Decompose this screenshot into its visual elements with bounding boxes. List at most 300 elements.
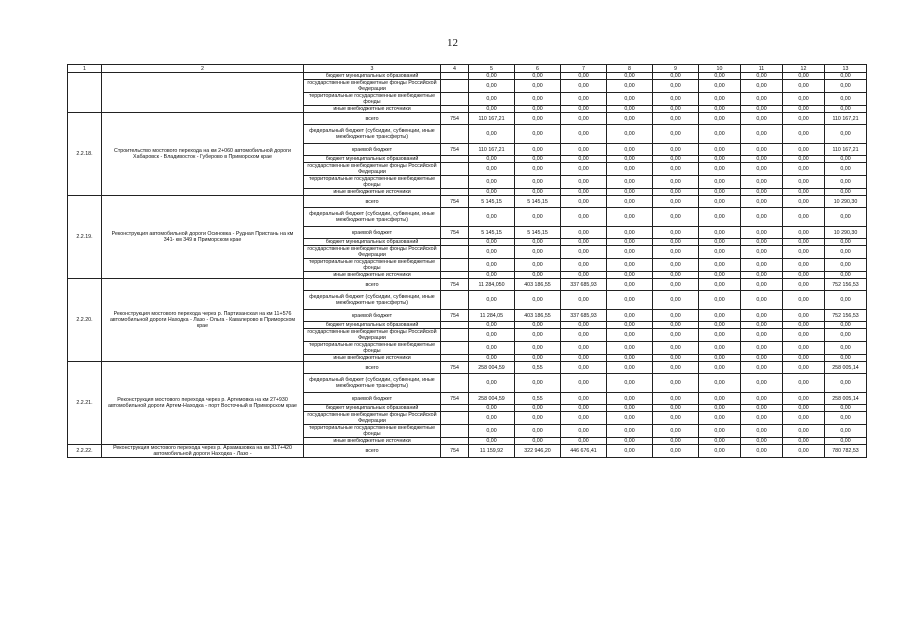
grbs-code — [441, 425, 469, 438]
item-number: 2.2.18. — [68, 113, 102, 196]
amount-cell: 0,00 — [469, 291, 515, 310]
grbs-code — [441, 106, 469, 113]
amount-cell: 0,00 — [607, 73, 653, 80]
amount-cell: 0,00 — [741, 259, 783, 272]
amount-cell: 0,00 — [825, 374, 867, 393]
amount-cell: 0,00 — [741, 329, 783, 342]
amount-cell: 0,00 — [699, 425, 741, 438]
amount-cell: 110 167,21 — [469, 144, 515, 156]
amount-cell: 0,00 — [741, 342, 783, 355]
amount-cell: 0,00 — [783, 196, 825, 208]
amount-cell: 0,00 — [515, 189, 561, 196]
amount-cell: 0,00 — [561, 176, 607, 189]
grbs-code — [441, 73, 469, 80]
funding-source: государственные внебюджетные фонды Российской Федерации — [304, 163, 441, 176]
amount-cell: 0,00 — [699, 239, 741, 246]
amount-cell: 0,00 — [783, 113, 825, 125]
amount-cell: 0,00 — [561, 322, 607, 329]
table-row — [68, 445, 867, 458]
amount-cell: 0,00 — [515, 80, 561, 93]
grbs-code — [441, 412, 469, 425]
amount-cell: 0,00 — [515, 106, 561, 113]
funding-source: краевой бюджет — [304, 310, 441, 322]
amount-cell: 0,00 — [653, 227, 699, 239]
grbs-code: 754 — [441, 113, 469, 125]
funding-source: бюджет муниципальных образований — [304, 239, 441, 246]
amount-cell: 0,00 — [783, 310, 825, 322]
header-row — [68, 65, 867, 73]
amount-cell: 0,00 — [699, 438, 741, 445]
item-number: 2.2.22. — [68, 445, 102, 458]
amount-cell: 0,00 — [469, 93, 515, 106]
grbs-code — [441, 342, 469, 355]
amount-cell: 0,00 — [561, 374, 607, 393]
funding-source: территориальные государственные внебюджетные фонды — [304, 259, 441, 272]
amount-cell: 0,00 — [783, 239, 825, 246]
amount-cell: 0,00 — [515, 125, 561, 144]
funding-source: всего — [304, 362, 441, 374]
amount-cell: 0,00 — [561, 156, 607, 163]
table-body — [68, 73, 867, 458]
amount-cell: 0,00 — [607, 393, 653, 405]
amount-cell: 0,00 — [741, 362, 783, 374]
amount-cell: 0,00 — [607, 208, 653, 227]
amount-cell: 0,00 — [469, 438, 515, 445]
header-cell: 11 — [741, 65, 783, 73]
amount-cell: 0,00 — [561, 80, 607, 93]
amount-cell: 0,00 — [783, 438, 825, 445]
amount-cell: 337 685,93 — [561, 279, 607, 291]
grbs-code: 754 — [441, 393, 469, 405]
amount-cell: 0,00 — [607, 405, 653, 412]
funding-source: иные внебюджетные источники — [304, 272, 441, 279]
amount-cell: 110 167,21 — [825, 113, 867, 125]
amount-cell: 0,00 — [825, 163, 867, 176]
amount-cell: 0,00 — [741, 445, 783, 458]
amount-cell: 0,00 — [469, 425, 515, 438]
amount-cell: 0,00 — [783, 279, 825, 291]
amount-cell: 0,00 — [515, 246, 561, 259]
amount-cell: 0,00 — [699, 291, 741, 310]
amount-cell: 0,00 — [469, 73, 515, 80]
amount-cell: 0,00 — [653, 239, 699, 246]
amount-cell: 0,00 — [741, 93, 783, 106]
amount-cell: 0,00 — [741, 272, 783, 279]
amount-cell: 0,00 — [561, 93, 607, 106]
amount-cell: 0,00 — [741, 393, 783, 405]
amount-cell: 0,00 — [741, 113, 783, 125]
amount-cell: 0,00 — [515, 412, 561, 425]
amount-cell: 0,00 — [825, 405, 867, 412]
amount-cell: 0,00 — [699, 106, 741, 113]
table-row — [68, 279, 867, 291]
funding-source: федеральный бюджет (субсидии, субвенции, иные межбюджетные трансферты) — [304, 374, 441, 393]
amount-cell: 0,00 — [699, 272, 741, 279]
amount-cell: 0,00 — [607, 246, 653, 259]
amount-cell: 0,00 — [515, 163, 561, 176]
amount-cell: 0,00 — [825, 355, 867, 362]
amount-cell: 0,00 — [825, 322, 867, 329]
amount-cell: 0,00 — [515, 113, 561, 125]
header-cell: 10 — [699, 65, 741, 73]
amount-cell: 0,00 — [699, 163, 741, 176]
amount-cell: 0,00 — [469, 208, 515, 227]
amount-cell: 0,00 — [741, 322, 783, 329]
amount-cell: 5 145,15 — [469, 196, 515, 208]
funding-source: иные внебюджетные источники — [304, 438, 441, 445]
amount-cell: 0,00 — [699, 279, 741, 291]
grbs-code: 754 — [441, 144, 469, 156]
amount-cell: 0,00 — [741, 291, 783, 310]
amount-cell: 0,00 — [699, 405, 741, 412]
grbs-code — [441, 355, 469, 362]
item-number: 2.2.21. — [68, 362, 102, 445]
amount-cell: 258 005,14 — [825, 362, 867, 374]
amount-cell: 0,00 — [699, 189, 741, 196]
amount-cell: 0,00 — [783, 393, 825, 405]
funding-source: всего — [304, 279, 441, 291]
amount-cell: 0,00 — [515, 93, 561, 106]
amount-cell: 0,00 — [607, 374, 653, 393]
amount-cell: 0,00 — [515, 355, 561, 362]
amount-cell: 0,00 — [699, 80, 741, 93]
funding-source: бюджет муниципальных образований — [304, 322, 441, 329]
funding-source: иные внебюджетные источники — [304, 189, 441, 196]
table-row — [68, 362, 867, 374]
amount-cell: 0,00 — [825, 239, 867, 246]
amount-cell: 0,00 — [825, 259, 867, 272]
grbs-code — [441, 239, 469, 246]
amount-cell: 0,00 — [741, 239, 783, 246]
amount-cell: 0,00 — [783, 374, 825, 393]
amount-cell: 0,00 — [699, 246, 741, 259]
amount-cell: 0,00 — [561, 106, 607, 113]
amount-cell: 0,00 — [561, 362, 607, 374]
amount-cell: 0,00 — [515, 405, 561, 412]
amount-cell: 0,00 — [515, 259, 561, 272]
amount-cell: 0,00 — [825, 425, 867, 438]
amount-cell: 0,00 — [653, 125, 699, 144]
amount-cell: 0,00 — [825, 208, 867, 227]
amount-cell: 0,00 — [653, 279, 699, 291]
amount-cell: 0,00 — [741, 405, 783, 412]
header-cell: 12 — [783, 65, 825, 73]
amount-cell: 0,00 — [607, 279, 653, 291]
amount-cell: 0,00 — [607, 125, 653, 144]
amount-cell: 0,00 — [607, 163, 653, 176]
amount-cell: 258 005,14 — [825, 393, 867, 405]
amount-cell: 0,00 — [469, 239, 515, 246]
amount-cell: 0,00 — [607, 362, 653, 374]
amount-cell: 0,00 — [607, 425, 653, 438]
amount-cell: 0,00 — [653, 176, 699, 189]
funding-source: территориальные государственные внебюджетные фонды — [304, 176, 441, 189]
amount-cell: 0,00 — [653, 106, 699, 113]
funding-source: краевой бюджет — [304, 144, 441, 156]
amount-cell: 0,00 — [741, 374, 783, 393]
funding-source: государственные внебюджетные фонды Российской Федерации — [304, 80, 441, 93]
grbs-code — [441, 405, 469, 412]
grbs-code: 754 — [441, 227, 469, 239]
funding-source: территориальные государственные внебюджетные фонды — [304, 93, 441, 106]
amount-cell: 0,00 — [653, 322, 699, 329]
grbs-code: 754 — [441, 362, 469, 374]
amount-cell: 0,00 — [699, 227, 741, 239]
amount-cell: 0,00 — [607, 196, 653, 208]
amount-cell: 0,00 — [825, 156, 867, 163]
funding-source: территориальные государственные внебюджетные фонды — [304, 425, 441, 438]
header-cell: 3 — [304, 65, 441, 73]
funding-source: федеральный бюджет (субсидии, субвенции, иные межбюджетные трансферты) — [304, 125, 441, 144]
amount-cell: 0,00 — [699, 374, 741, 393]
amount-cell: 10 290,30 — [825, 227, 867, 239]
amount-cell: 0,00 — [783, 93, 825, 106]
amount-cell: 0,00 — [653, 80, 699, 93]
amount-cell: 10 290,30 — [825, 196, 867, 208]
amount-cell: 0,00 — [469, 189, 515, 196]
amount-cell: 0,00 — [607, 80, 653, 93]
amount-cell: 11 284,050 — [469, 279, 515, 291]
amount-cell: 0,00 — [783, 259, 825, 272]
amount-cell: 0,00 — [607, 93, 653, 106]
funding-source: всего — [304, 445, 441, 458]
grbs-code — [441, 93, 469, 106]
item-name — [102, 73, 304, 113]
amount-cell: 0,00 — [699, 196, 741, 208]
amount-cell: 0,00 — [741, 208, 783, 227]
budget-table — [67, 64, 867, 458]
amount-cell: 0,00 — [699, 156, 741, 163]
header-cell: 8 — [607, 65, 653, 73]
funding-source: федеральный бюджет (субсидии, субвенции, иные межбюджетные трансферты) — [304, 208, 441, 227]
amount-cell: 0,00 — [607, 438, 653, 445]
table-row — [68, 113, 867, 125]
header-cell: 13 — [825, 65, 867, 73]
amount-cell: 0,00 — [469, 272, 515, 279]
amount-cell: 0,00 — [607, 329, 653, 342]
amount-cell: 0,00 — [653, 310, 699, 322]
amount-cell: 0,00 — [515, 342, 561, 355]
funding-source: территориальные государственные внебюджетные фонды — [304, 342, 441, 355]
amount-cell: 0,00 — [515, 73, 561, 80]
amount-cell: 0,00 — [653, 445, 699, 458]
amount-cell: 0,00 — [607, 239, 653, 246]
amount-cell: 0,00 — [783, 405, 825, 412]
amount-cell: 403 186,55 — [515, 279, 561, 291]
amount-cell: 0,00 — [783, 291, 825, 310]
funding-source: всего — [304, 113, 441, 125]
amount-cell: 0,00 — [699, 208, 741, 227]
header-cell: 1 — [68, 65, 102, 73]
amount-cell: 0,00 — [825, 412, 867, 425]
amount-cell: 11 159,92 — [469, 445, 515, 458]
amount-cell: 0,00 — [607, 227, 653, 239]
amount-cell: 0,00 — [469, 412, 515, 425]
amount-cell: 0,00 — [825, 329, 867, 342]
amount-cell: 0,00 — [515, 425, 561, 438]
grbs-code — [441, 291, 469, 310]
grbs-code — [441, 322, 469, 329]
amount-cell: 0,00 — [469, 246, 515, 259]
header-cell: 6 — [515, 65, 561, 73]
amount-cell: 0,00 — [783, 144, 825, 156]
amount-cell: 0,00 — [515, 144, 561, 156]
amount-cell: 0,00 — [515, 291, 561, 310]
amount-cell: 0,00 — [607, 106, 653, 113]
amount-cell: 0,00 — [653, 438, 699, 445]
page-number: 12 — [447, 37, 458, 49]
amount-cell: 0,00 — [825, 189, 867, 196]
amount-cell: 0,00 — [469, 106, 515, 113]
amount-cell: 0,00 — [653, 355, 699, 362]
amount-cell: 0,00 — [741, 355, 783, 362]
grbs-code — [441, 208, 469, 227]
amount-cell: 0,00 — [515, 438, 561, 445]
amount-cell: 0,00 — [607, 113, 653, 125]
funding-source: иные внебюджетные источники — [304, 106, 441, 113]
amount-cell: 0,00 — [653, 362, 699, 374]
amount-cell: 0,00 — [653, 208, 699, 227]
amount-cell: 0,55 — [515, 393, 561, 405]
amount-cell: 0,00 — [515, 374, 561, 393]
table-row — [68, 196, 867, 208]
grbs-code — [441, 156, 469, 163]
amount-cell: 0,00 — [561, 291, 607, 310]
amount-cell: 403 186,55 — [515, 310, 561, 322]
amount-cell: 0,00 — [469, 156, 515, 163]
funding-source: краевой бюджет — [304, 227, 441, 239]
amount-cell: 0,00 — [783, 176, 825, 189]
amount-cell: 0,00 — [741, 246, 783, 259]
amount-cell: 0,00 — [561, 272, 607, 279]
amount-cell: 0,00 — [825, 272, 867, 279]
amount-cell: 0,55 — [515, 362, 561, 374]
amount-cell: 0,00 — [699, 259, 741, 272]
amount-cell: 0,00 — [561, 144, 607, 156]
item-name: Реконструкция мостового перехода через р. Артемовка на км 27+930 автомобильной дороги Артем-Находка - порт Восточный в Приморском крае — [102, 362, 304, 445]
amount-cell: 0,00 — [783, 355, 825, 362]
amount-cell: 0,00 — [561, 355, 607, 362]
grbs-code — [441, 189, 469, 196]
grbs-code — [441, 246, 469, 259]
amount-cell: 0,00 — [741, 176, 783, 189]
amount-cell: 337 685,93 — [561, 310, 607, 322]
amount-cell: 0,00 — [699, 176, 741, 189]
amount-cell: 110 167,21 — [825, 144, 867, 156]
amount-cell: 0,00 — [699, 113, 741, 125]
amount-cell: 5 145,15 — [469, 227, 515, 239]
amount-cell: 0,00 — [515, 156, 561, 163]
amount-cell: 0,00 — [783, 445, 825, 458]
amount-cell: 0,00 — [783, 412, 825, 425]
amount-cell: 0,00 — [699, 412, 741, 425]
amount-cell: 446 676,41 — [561, 445, 607, 458]
amount-cell: 0,00 — [699, 93, 741, 106]
amount-cell: 0,00 — [607, 322, 653, 329]
amount-cell: 0,00 — [607, 272, 653, 279]
amount-cell: 0,00 — [607, 144, 653, 156]
amount-cell: 0,00 — [783, 322, 825, 329]
amount-cell: 110 167,21 — [469, 113, 515, 125]
grbs-code: 754 — [441, 196, 469, 208]
amount-cell: 0,00 — [653, 156, 699, 163]
amount-cell: 0,00 — [699, 329, 741, 342]
amount-cell: 0,00 — [515, 239, 561, 246]
amount-cell: 0,00 — [469, 259, 515, 272]
amount-cell: 0,00 — [561, 246, 607, 259]
funding-source: краевой бюджет — [304, 393, 441, 405]
amount-cell: 0,00 — [561, 113, 607, 125]
amount-cell: 0,00 — [783, 246, 825, 259]
amount-cell: 0,00 — [607, 355, 653, 362]
amount-cell: 752 156,53 — [825, 279, 867, 291]
amount-cell: 0,00 — [825, 291, 867, 310]
amount-cell: 258 004,59 — [469, 362, 515, 374]
amount-cell: 0,00 — [699, 73, 741, 80]
amount-cell: 0,00 — [783, 73, 825, 80]
amount-cell: 0,00 — [741, 412, 783, 425]
amount-cell: 0,00 — [653, 196, 699, 208]
amount-cell: 0,00 — [783, 208, 825, 227]
amount-cell: 0,00 — [515, 322, 561, 329]
amount-cell: 0,00 — [699, 144, 741, 156]
amount-cell: 0,00 — [561, 438, 607, 445]
amount-cell: 0,00 — [653, 291, 699, 310]
amount-cell: 0,00 — [741, 279, 783, 291]
amount-cell: 0,00 — [783, 425, 825, 438]
amount-cell: 0,00 — [561, 405, 607, 412]
amount-cell: 0,00 — [741, 196, 783, 208]
funding-source: федеральный бюджет (субсидии, субвенции, иные межбюджетные трансферты) — [304, 291, 441, 310]
amount-cell: 0,00 — [469, 355, 515, 362]
amount-cell: 0,00 — [515, 272, 561, 279]
grbs-code — [441, 374, 469, 393]
amount-cell: 0,00 — [825, 438, 867, 445]
amount-cell: 0,00 — [825, 93, 867, 106]
grbs-code — [441, 80, 469, 93]
amount-cell: 322 946,20 — [515, 445, 561, 458]
amount-cell: 0,00 — [607, 342, 653, 355]
amount-cell: 0,00 — [783, 156, 825, 163]
amount-cell: 752 156,53 — [825, 310, 867, 322]
amount-cell: 0,00 — [561, 412, 607, 425]
amount-cell: 0,00 — [561, 125, 607, 144]
funding-source: государственные внебюджетные фонды Российской Федерации — [304, 329, 441, 342]
item-number: 2.2.20. — [68, 279, 102, 362]
amount-cell: 0,00 — [561, 73, 607, 80]
amount-cell: 0,00 — [825, 80, 867, 93]
funding-source: государственные внебюджетные фонды Российской Федерации — [304, 246, 441, 259]
amount-cell: 0,00 — [653, 342, 699, 355]
amount-cell: 0,00 — [607, 310, 653, 322]
amount-cell: 0,00 — [515, 208, 561, 227]
amount-cell: 0,00 — [653, 405, 699, 412]
amount-cell: 0,00 — [783, 342, 825, 355]
amount-cell: 0,00 — [561, 393, 607, 405]
amount-cell: 0,00 — [469, 176, 515, 189]
amount-cell: 0,00 — [699, 445, 741, 458]
amount-cell: 0,00 — [741, 425, 783, 438]
amount-cell: 0,00 — [561, 196, 607, 208]
amount-cell: 0,00 — [515, 176, 561, 189]
amount-cell: 0,00 — [653, 329, 699, 342]
amount-cell: 0,00 — [653, 393, 699, 405]
amount-cell: 0,00 — [825, 73, 867, 80]
table-row — [68, 73, 867, 80]
amount-cell: 0,00 — [741, 73, 783, 80]
amount-cell: 0,00 — [783, 80, 825, 93]
amount-cell: 0,00 — [561, 425, 607, 438]
